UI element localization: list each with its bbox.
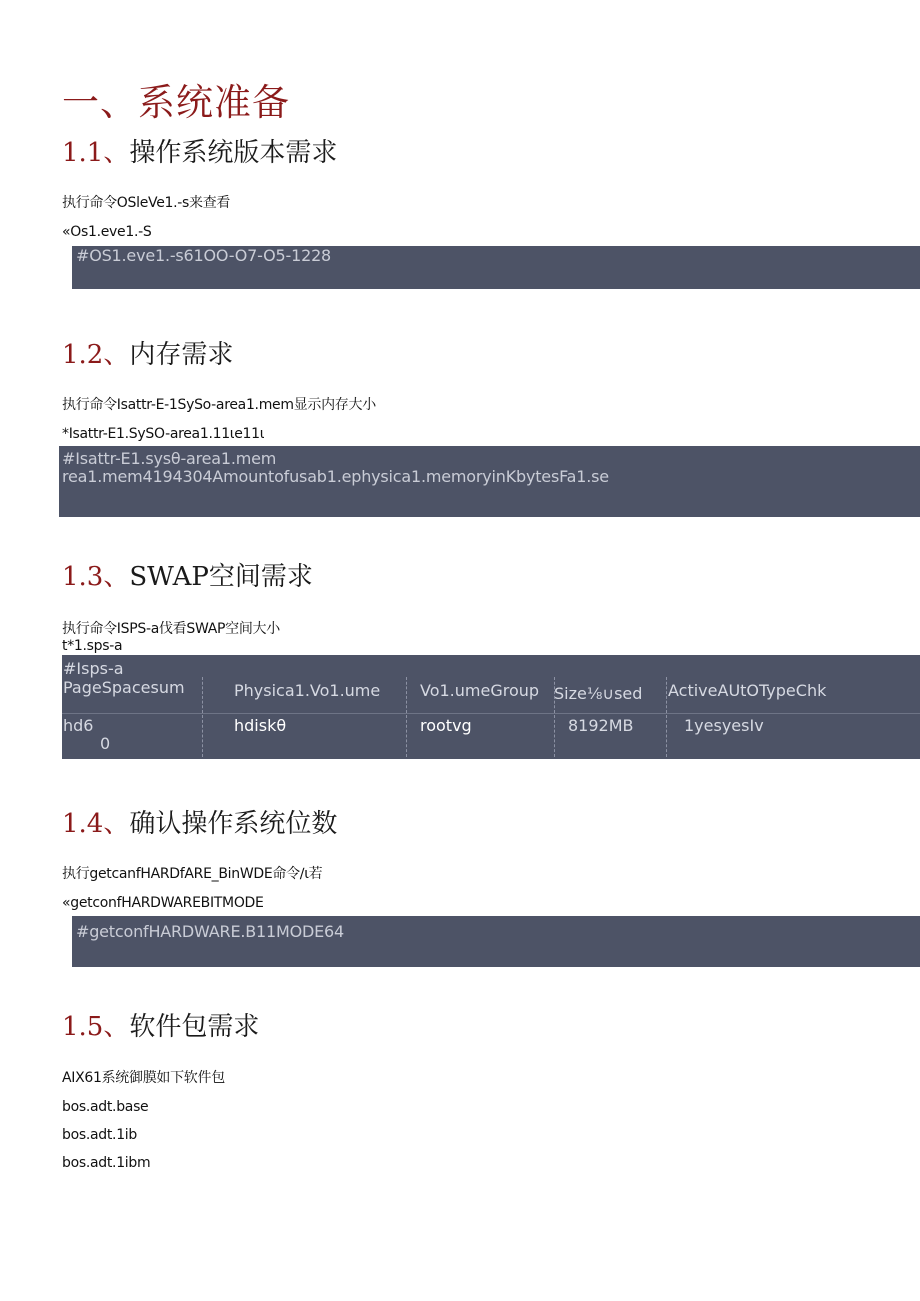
section-heading-1-5 (62, 1006, 259, 1043)
command-text: «Os1.eve1.-S (62, 224, 152, 240)
command-text: *Isattr-E1.SySO-area1.11ιe11ι (62, 426, 265, 442)
table-cell: rootvg (420, 716, 472, 735)
section-title: 内存需求 (129, 340, 234, 370)
package-item: bos.adt.1ib (62, 1127, 137, 1143)
column-divider (666, 715, 667, 757)
code-line: rea1.mem4194304Amountofusab1.ephysica1.memoryinKbytesFa1.se (62, 467, 609, 486)
column-divider (406, 715, 407, 757)
code-line: #getconfHARDWARE.B11MODE64 (76, 922, 344, 941)
section-title: 操作系统版本需求 (129, 138, 338, 168)
command-text: «getconfHARDWAREBITMODE (62, 895, 264, 911)
section-description: 执行命令OSleVe1.-s来查看 (62, 195, 231, 211)
swap-table (62, 655, 920, 759)
table-cell: 8192MB (568, 716, 634, 735)
section-heading-1-1 (62, 132, 337, 169)
table-header-cell: Size⅛∪sed (554, 684, 643, 703)
page-title: 一、系统准备 (62, 81, 290, 124)
code-block (72, 916, 920, 967)
column-divider (666, 677, 667, 713)
section-title: 确认操作系统位数 (129, 809, 338, 839)
section-heading-1-4 (62, 803, 337, 840)
column-divider (554, 715, 555, 757)
package-item: bos.adt.1ibm (62, 1155, 151, 1171)
section-title: SWAP空间需求 (129, 562, 313, 592)
table-header-cell: Physica1.Vo1.ume (234, 681, 381, 700)
section-number: 1.4、 (62, 809, 130, 839)
column-divider (202, 677, 203, 713)
code-block (59, 446, 920, 517)
section-number: 1.3、 (62, 562, 130, 592)
code-line: #OS1.eve1.-s61OO-O7-O5-1228 (76, 246, 332, 265)
table-cell: 1yesyesIv (684, 716, 764, 735)
section-description: 执行命令Isattr-E-1SySo-area1.mem显示内存大小 (62, 397, 376, 413)
command-text: t*1.sps-a (62, 638, 123, 654)
table-cell: hdiskθ (234, 716, 287, 735)
section-description: 执行getcanfHARDfARE_BinWDE命令∕ι若 (62, 866, 323, 882)
section-number: 1.1、 (62, 138, 130, 168)
package-item: bos.adt.base (62, 1099, 149, 1115)
table-header-cell: PageSpacesum (63, 678, 185, 697)
code-line: #Isattr-E1.sysθ-area1.mem (62, 449, 277, 468)
section-number: 1.2、 (62, 340, 130, 370)
table-header-cell: ActiveAUtOTypeChk (668, 681, 827, 700)
table-header-cell: Vo1.umeGroup (420, 681, 540, 700)
column-divider (202, 715, 203, 757)
row-divider (62, 713, 920, 714)
table-cell: hd6 (63, 716, 94, 735)
table-cell: 0 (100, 734, 111, 753)
column-divider (406, 677, 407, 713)
section-description: AIX61系统御膜如下软件包 (62, 1070, 225, 1086)
code-block (72, 246, 920, 289)
section-title: 软件包需求 (129, 1012, 260, 1042)
section-description: 执行命令ISPS-a伐看SWAP空间大小 (62, 621, 280, 637)
table-prompt: #Isps-a (63, 659, 124, 678)
section-heading-1-3 (62, 556, 313, 593)
section-number: 1.5、 (62, 1012, 130, 1042)
section-heading-1-2 (62, 334, 233, 371)
